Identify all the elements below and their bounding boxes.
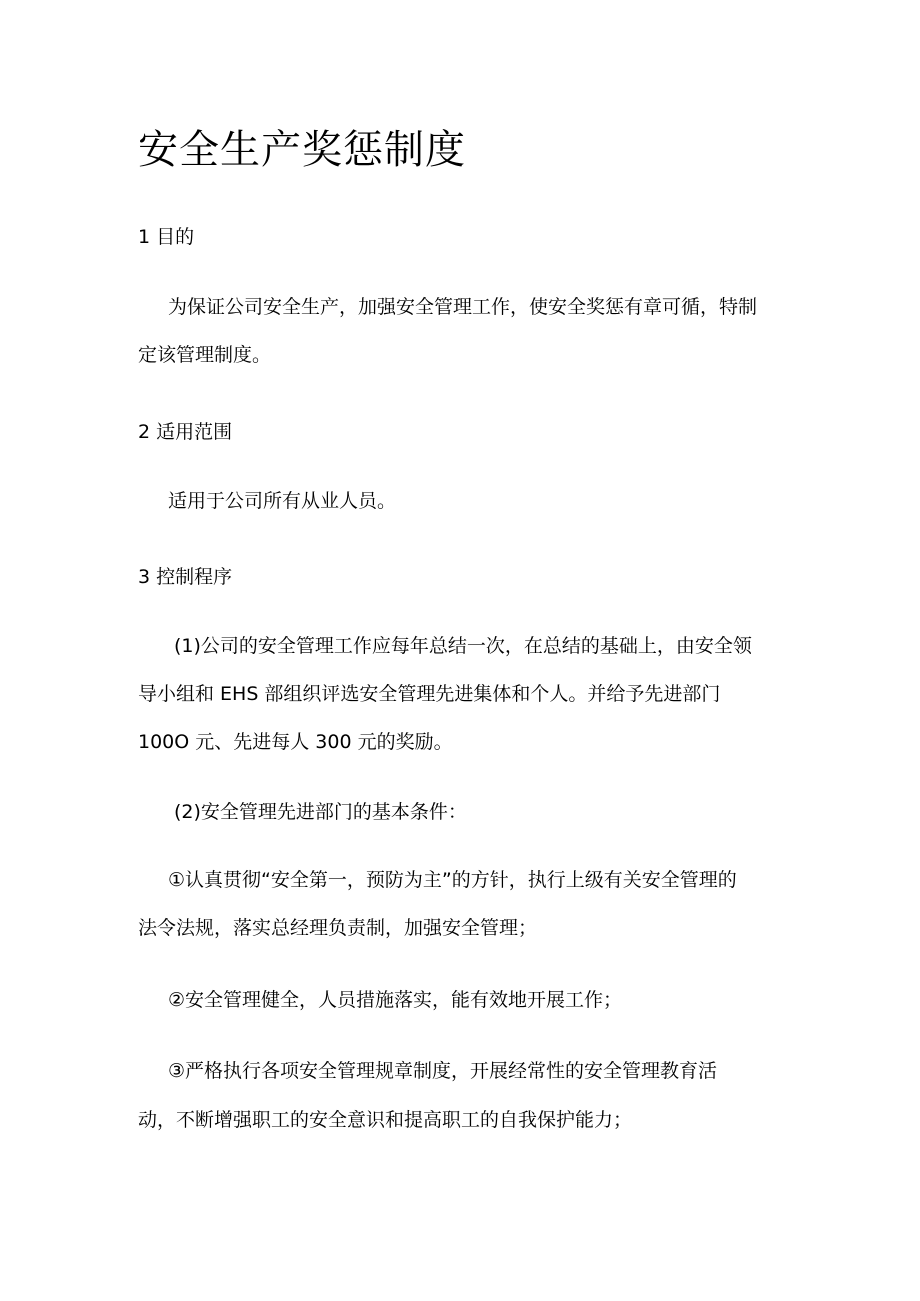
- paragraph-line: (2)安全管理先进部门的基本条件：: [174, 801, 467, 823]
- paragraph-line: 定该管理制度。: [138, 344, 272, 366]
- paragraph-line: 导小组和 EHS 部组织评选安全管理先进集体和个人。并给予先进部门: [138, 683, 721, 705]
- paragraph-line: ②安全管理健全，人员措施落实，能有效地开展工作；: [168, 989, 623, 1011]
- paragraph-line: 动，不断增强职工的安全意识和提高职工的自我保护能力；: [138, 1109, 633, 1131]
- paragraph-line: 适用于公司所有从业人员。: [168, 490, 397, 512]
- paragraph-line: (1)公司的安全管理工作应每年总结一次，在总结的基础上，由安全领: [174, 635, 752, 657]
- paragraph-line: 法令法规，落实总经理负责制，加强安全管理；: [138, 917, 538, 939]
- section-heading-purpose: 1 目的: [138, 226, 195, 248]
- document-title: 安全生产奖惩制度: [138, 127, 466, 173]
- section-heading-scope: 2 适用范围: [138, 421, 233, 443]
- paragraph-line: 100O 元、先进每人 300 元的奖励。: [138, 731, 453, 753]
- paragraph-line: ①认真贯彻“安全第一，预防为主”的方针，执行上级有关安全管理的: [168, 869, 737, 891]
- paragraph-line: 为保证公司安全生产，加强安全管理工作，使安全奖惩有章可循，特制: [168, 296, 758, 318]
- paragraph-line: ③严格执行各项安全管理规章制度，开展经常性的安全管理教育活: [168, 1060, 718, 1082]
- section-heading-procedure: 3 控制程序: [138, 566, 233, 588]
